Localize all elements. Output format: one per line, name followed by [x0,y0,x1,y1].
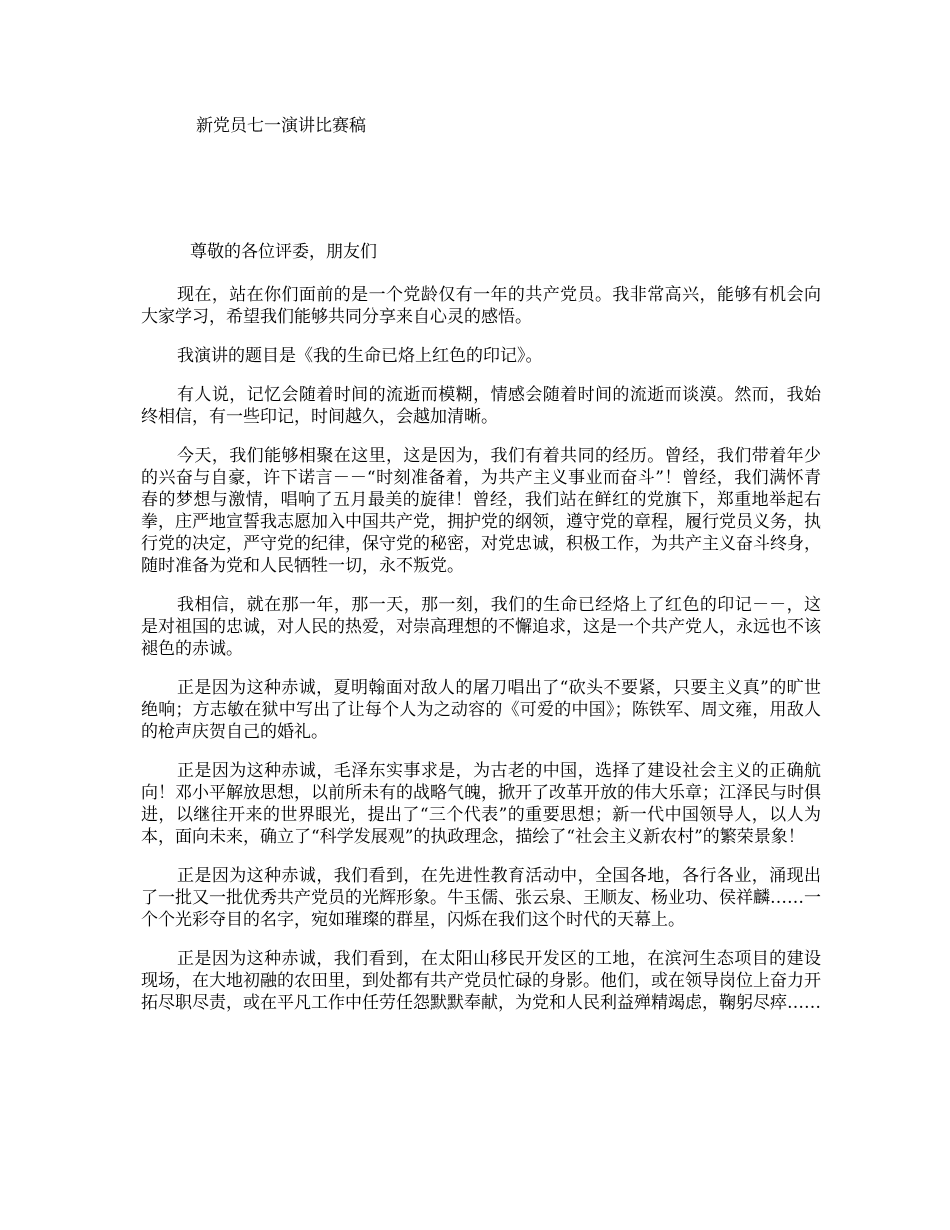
document-title: 新党员七一演讲比赛稿 [196,116,366,136]
paragraph-6: 正是因为这种赤诚，夏明翰面对敌人的屠刀唱出了“砍头不要紧，只要主义真”的旷世绝响；方志敏在狱中写出了让每个人为之动容的《可爱的中国》；陈铁军、周文雍，用敌人的枪声庆贺自己的婚礼。 [141,678,821,742]
speech-body [141,284,821,1031]
paragraph-2: 我演讲的题目是《我的生命已烙上红色的印记》。 [177,346,543,366]
paragraph-1: 现在，站在你们面前的是一个党龄仅有一年的共产党员。我非常高兴，能够有机会向大家学习，希望我们能够共同分享来自心灵的感悟。 [141,285,821,327]
paragraph-3: 有人说，记忆会随着时间的流逝而模糊，情感会随着时间的流逝而谈漠。然而，我始终相信，有一些印记，时间越久，会越加清晰。 [141,385,821,427]
paragraph-9: 正是因为这种赤诚，我们看到，在太阳山移民开发区的工地，在滨河生态项目的建设现场，在大地初融的农田里，到处都有共产党员忙碌的身影。他们，或在领导岗位上奋力开拓尽职尽责，或在平凡工作中任劳任怨默默奉献，为党和人民利益殚精竭虑，鞠躬尽瘁…… [141,949,821,1013]
salutation: 尊敬的各位评委，朋友们 [190,242,377,262]
paragraph-4: 今天，我们能够相聚在这里，这是因为，我们有着共同的经历。曾经，我们带着年少的兴奋与自豪，许下诺言－－“时刻准备着，为共产主义事业而奋斗”！曾经，我们满怀青春的梦想与激情，唱响了五月最美的旋律！曾经，我们站在鲜红的党旗下，郑重地举起右拳，庄严地宣誓我志愿加入中国共产党，拥护党的纲领，遵守党的章程，履行党员义务，执行党的决定，严守党的纪律，保守党的秘密，对党忠诚，积极工作，为共产主义奋斗终身，随时准备为党和人民牺牲一切，永不叛党。 [141,446,821,576]
paragraph-5: 我相信，就在那一年，那一天，那一刻，我们的生命已经烙上了红色的印记－－，这是对祖国的忠诚，对人民的热爱，对崇高理想的不懈追求，这是一个共产党人，永远也不该褪色的赤诚。 [141,595,821,659]
paragraph-7: 正是因为这种赤诚，毛泽东实事求是，为古老的中国，选择了建设社会主义的正确航向！邓小平解放思想，以前所未有的战略气魄，掀开了改革开放的伟大乐章；江泽民与时俱进，以继往开来的世界眼光，提出了“三个代表”的重要思想；新一代中国领导人，以人为本，面向未来，确立了“科学发展观”的执政理念，描绘了“社会主义新农村”的繁荣景象！ [141,761,821,847]
paragraph-8: 正是因为这种赤诚，我们看到，在先进性教育活动中，全国各地，各行各业，涌现出了一批又一批优秀共产党员的光辉形象。牛玉儒、张云泉、王顺友、杨业功、侯祥麟……一个个光彩夺目的名字，宛如璀璨的群星，闪烁在我们这个时代的天幕上。 [141,866,821,930]
